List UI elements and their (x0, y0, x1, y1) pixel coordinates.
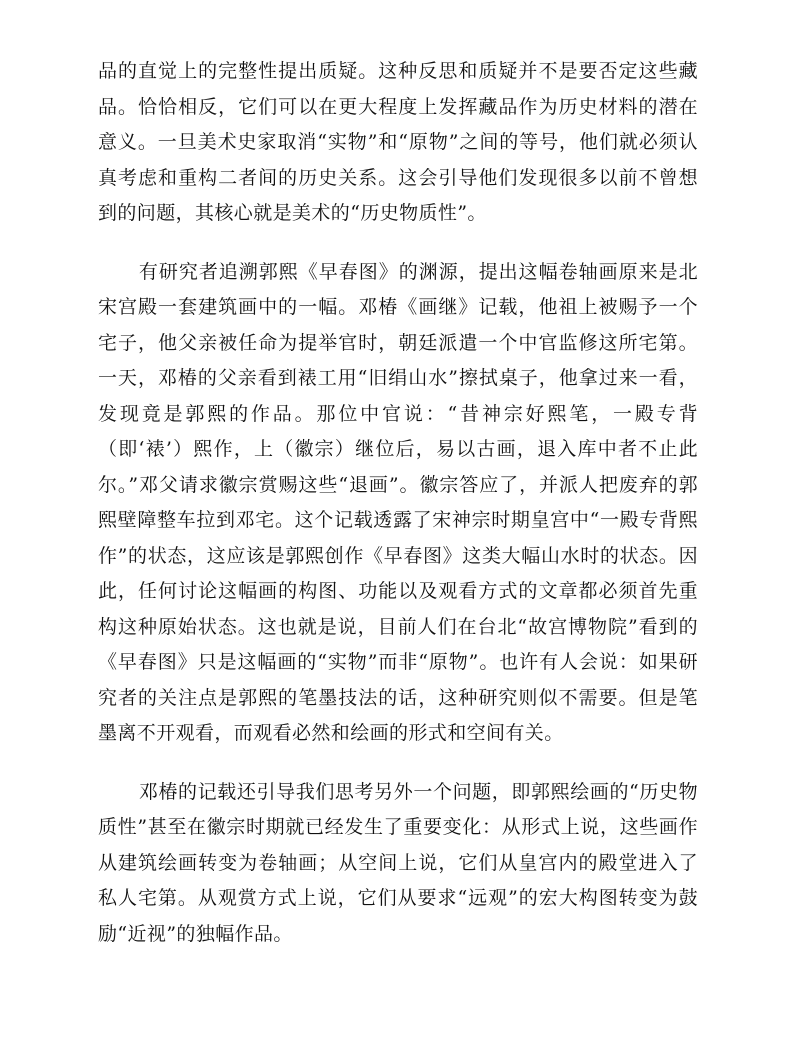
paragraph-historical-materiality: 邓椿的记载还引导我们思考另外一个问题，即郭熙绘画的“历史物质性”甚至在徽宗时期就已经发生了重要变化：从形式上说，这些画作从建筑绘画转变为卷轴画；从空间上说，它们从皇宫内的殿堂进入了私人宅第。从观赏方式上说，它们从要求“远观”的宏大构图转变为鼓励“近视”的独幅作品。 (98, 780, 698, 945)
paragraph-early-spring: 有研究者追溯郭熙《早春图》的渊源，提出这幅卷轴画原来是北宋宫殿一套建筑画中的一幅。邓椿《画继》记载，他祖上被赐予一个宅子，他父亲被任命为提举官时，朝廷派遣一个中官监修这所宅第。一天，邓椿的父亲看到裱工用“旧绢山水”擦拭桌子，他拿过来一看，发现竟是郭熙的作品。那位中官说：“昔神宗好熙笔，一殿专背（即‘裱’）熙作，上（徽宗）继位后，易以古画，退入库中者不止此尔。”邓父请求徽宗赏赐这些“退画”。徽宗答应了，并派人把废弃的郭熙壁障整车拉到邓宅。这个记载透露了宋神宗时期皇宫中“一殿专背熙作”的状态，这应该是郭熙创作《早春图》这类大幅山水时的状态。因此，任何讨论这幅画的构图、功能以及观看方式的文章都必须首先重构这种原始状态。这也就是说，目前人们在台北“故宫博物院”看到的《早春图》只是这幅画的“实物”而非“原物”。也许有人会说：如果研究者的关注点是郭熙的笔墨技法的话，这种研究则似不需要。但是笔墨离不开观看，而观看必然和绘画的形式和空间有关。 (98, 260, 698, 744)
document-body (98, 54, 698, 952)
paragraph-continuation: 品的直觉上的完整性提出质疑。这种反思和质疑并不是要否定这些藏品。恰恰相反，它们可以在更大程度上发挥藏品作为历史材料的潜在意义。一旦美术史家取消“实物”和“原物”之间的等号，他们就必须认真考虑和重构二者间的历史关系。这会引导他们发现很多以前不曾想到的问题，其核心就是美术的“历史物质性”。 (98, 60, 698, 224)
